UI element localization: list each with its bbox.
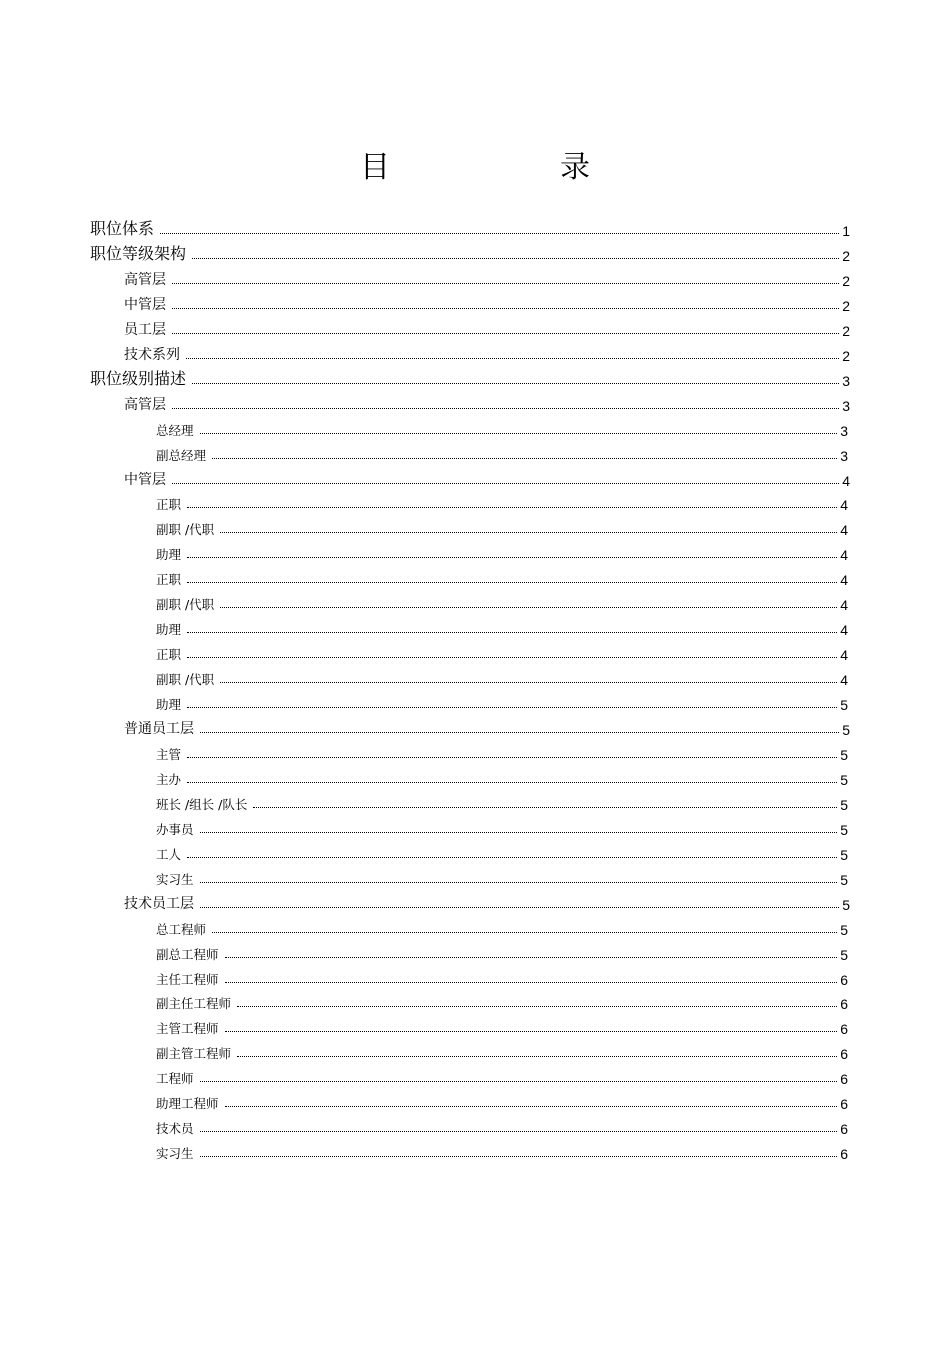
dot-leader: [237, 1056, 837, 1057]
toc-entry-label: 中管层: [124, 471, 166, 488]
dot-leader: [172, 408, 839, 409]
toc-entry[interactable]: [90, 242, 850, 264]
toc-entry[interactable]: [156, 691, 848, 713]
dot-leader: [172, 483, 839, 484]
dot-leader: [212, 458, 837, 459]
toc-entry[interactable]: [124, 267, 850, 289]
dot-leader: [225, 1106, 838, 1107]
dot-leader: [187, 582, 837, 583]
toc-entry-label: 工人: [156, 846, 182, 862]
dot-leader: [253, 807, 837, 808]
dot-leader: [200, 1156, 838, 1157]
toc-entry-page-number: 4: [840, 547, 848, 564]
toc-entry-page-number: 6: [840, 1046, 848, 1063]
toc-entry-label: 主管工程师: [156, 1021, 219, 1037]
toc-entry-page-number: 5: [840, 921, 848, 938]
dot-leader: [225, 1031, 838, 1032]
toc-entry[interactable]: [156, 741, 848, 763]
toc-entry[interactable]: [156, 1040, 848, 1062]
toc-entry-page-number: 6: [840, 971, 848, 988]
toc-entry-page-number: 1: [842, 223, 850, 239]
toc-entry-page-number: 6: [840, 996, 848, 1013]
toc-entry[interactable]: [156, 1065, 848, 1087]
toc-entry-label: 主任工程师: [156, 971, 219, 987]
toc-entry-page-number: 6: [840, 1021, 848, 1038]
dot-leader: [172, 283, 839, 284]
toc-entry-page-number: 3: [842, 397, 850, 414]
dot-leader: [200, 832, 838, 833]
dot-leader: [200, 433, 838, 434]
toc-entry[interactable]: [156, 791, 848, 813]
toc-entry-page-number: 4: [840, 622, 848, 639]
dot-leader: [187, 507, 837, 508]
toc-entry-page-number: 4: [840, 522, 848, 539]
toc-entry-label: 副职 /代职: [156, 522, 215, 538]
toc-entry-label: 高管层: [124, 271, 166, 288]
dot-leader: [200, 1081, 838, 1082]
toc-entry[interactable]: [124, 392, 850, 414]
toc-entry-page-number: 3: [840, 422, 848, 439]
toc-entry[interactable]: [156, 491, 848, 513]
toc-entry[interactable]: [156, 641, 848, 663]
toc-entry-page-number: 3: [840, 447, 848, 464]
toc-entry[interactable]: [156, 616, 848, 638]
toc-entry-label: 员工层: [124, 321, 166, 338]
toc-entry-page-number: 4: [842, 472, 850, 489]
dot-leader: [200, 1131, 838, 1132]
toc-entry-label: 中管层: [124, 296, 166, 313]
toc-entry-label: 总工程师: [156, 921, 207, 937]
toc-entry-page-number: 6: [840, 1121, 848, 1138]
dot-leader: [200, 882, 838, 883]
toc-entry[interactable]: [124, 891, 850, 913]
toc-entry[interactable]: [156, 1090, 848, 1112]
toc-entry-label: 副主管工程师: [156, 1046, 232, 1062]
toc-entry-label: 工程师: [156, 1071, 194, 1087]
toc-entry-page-number: 4: [840, 597, 848, 614]
toc-entry-label: 副主任工程师: [156, 996, 232, 1012]
toc-entry-label: 正职: [156, 572, 182, 588]
dot-leader: [220, 607, 837, 608]
toc-entry[interactable]: [156, 990, 848, 1012]
toc-entry[interactable]: [156, 841, 848, 863]
dot-leader: [187, 632, 837, 633]
toc-entry[interactable]: [156, 417, 848, 439]
dot-leader: [187, 707, 837, 708]
dot-leader: [187, 557, 837, 558]
toc-entry[interactable]: [156, 766, 848, 788]
toc-entry[interactable]: [156, 541, 848, 563]
dot-leader: [187, 782, 837, 783]
dot-leader: [225, 957, 838, 958]
toc-entry-label: 职位级别描述: [90, 368, 187, 388]
toc-entry-label: 助理: [156, 622, 182, 638]
dot-leader: [220, 532, 837, 533]
dot-leader: [187, 757, 837, 758]
dot-leader: [237, 1006, 837, 1007]
toc-entry-label: 助理: [156, 697, 182, 713]
toc-entry[interactable]: [90, 217, 850, 239]
toc-entry-page-number: 2: [842, 322, 850, 339]
toc-entry[interactable]: [156, 516, 848, 538]
toc-entry-page-number: 6: [840, 1096, 848, 1113]
toc-entry-label: 技术系列: [124, 346, 180, 363]
toc-entry[interactable]: [156, 1140, 848, 1162]
toc-entry[interactable]: [124, 317, 850, 339]
toc-entry-label: 正职: [156, 497, 182, 513]
toc-entry-page-number: 4: [840, 572, 848, 589]
dot-leader: [225, 982, 838, 983]
toc-entry-label: 职位等级架构: [90, 243, 187, 263]
toc-entry-page-number: 2: [842, 247, 850, 264]
toc-entry[interactable]: [156, 941, 848, 963]
toc-entry-page-number: 2: [842, 297, 850, 314]
dot-leader: [160, 233, 839, 234]
dot-leader: [220, 682, 837, 683]
toc-entry-label: 高管层: [124, 396, 166, 413]
toc-entry-page-number: 6: [840, 1071, 848, 1088]
toc-entry-page-number: 5: [840, 871, 848, 888]
toc-entry-label: 副总经理: [156, 447, 207, 463]
toc-entry-label: 主管: [156, 746, 182, 762]
toc-entry-label: 实习生: [156, 1146, 194, 1162]
toc-entry-page-number: 5: [840, 846, 848, 863]
toc-entry[interactable]: [156, 666, 848, 688]
toc-entry[interactable]: [156, 566, 848, 588]
toc-entry-page-number: 2: [842, 272, 850, 289]
toc-entry-label: 技术员: [156, 1121, 194, 1137]
toc-entry[interactable]: [124, 342, 850, 364]
dot-leader: [187, 657, 837, 658]
toc-entry-page-number: 5: [840, 946, 848, 963]
toc-entry[interactable]: [156, 866, 848, 888]
toc-entry-label: 副职 /代职: [156, 597, 215, 613]
toc-entry-page-number: 5: [840, 821, 848, 838]
toc-entry[interactable]: [156, 442, 848, 464]
toc-entry-label: 助理工程师: [156, 1096, 219, 1112]
dot-leader: [192, 258, 839, 259]
toc-entry[interactable]: [156, 1115, 848, 1137]
toc-entry-page-number: 5: [840, 697, 848, 714]
toc-entry-label: 副职 /代职: [156, 672, 215, 688]
toc-entry[interactable]: [124, 292, 850, 314]
dot-leader: [186, 358, 839, 359]
toc-entry[interactable]: [124, 467, 850, 489]
page-title: 目 录: [360, 150, 660, 185]
toc-entry[interactable]: [156, 591, 848, 613]
toc-entry-label: 助理: [156, 547, 182, 563]
dot-leader: [172, 308, 839, 309]
toc-entry-label: 班长 /组长 /队长: [156, 796, 248, 812]
toc-entry-page-number: 5: [842, 896, 850, 913]
dot-leader: [212, 932, 837, 933]
toc-entry[interactable]: [156, 916, 848, 938]
toc-entry-page-number: 4: [840, 497, 848, 514]
toc-entry-page-number: 3: [842, 372, 850, 389]
toc-entry[interactable]: [156, 816, 848, 838]
dot-leader: [200, 907, 839, 908]
toc-entry-page-number: 4: [840, 672, 848, 689]
dot-leader: [192, 383, 839, 384]
toc-entry-page-number: 5: [840, 796, 848, 813]
toc-entry-label: 副总工程师: [156, 946, 219, 962]
toc-entry-label: 办事员: [156, 821, 194, 837]
toc-entry-label: 正职: [156, 647, 182, 663]
toc-entry-label: 技术员工层: [124, 895, 194, 912]
toc-entry-page-number: 6: [840, 1146, 848, 1163]
dot-leader: [187, 857, 837, 858]
toc-entry-page-number: 2: [842, 347, 850, 364]
dot-leader: [172, 333, 839, 334]
toc-entry-page-number: 5: [842, 722, 850, 738]
toc-entry-page-number: 5: [840, 771, 848, 788]
toc-entry-label: 普通员工层: [124, 721, 194, 737]
toc-entry-label: 总经理: [156, 422, 194, 438]
toc-entry-label: 主办: [156, 771, 182, 787]
toc-entry-page-number: 5: [840, 746, 848, 763]
toc-entry-label: 实习生: [156, 871, 194, 887]
toc-entry-page-number: 4: [840, 647, 848, 664]
dot-leader: [200, 732, 839, 733]
toc-entry[interactable]: [124, 716, 850, 738]
toc-entry[interactable]: [156, 1015, 848, 1037]
toc-entry[interactable]: [90, 367, 850, 389]
toc-entry-label: 职位体系: [90, 219, 155, 238]
toc-entry[interactable]: [156, 966, 848, 988]
